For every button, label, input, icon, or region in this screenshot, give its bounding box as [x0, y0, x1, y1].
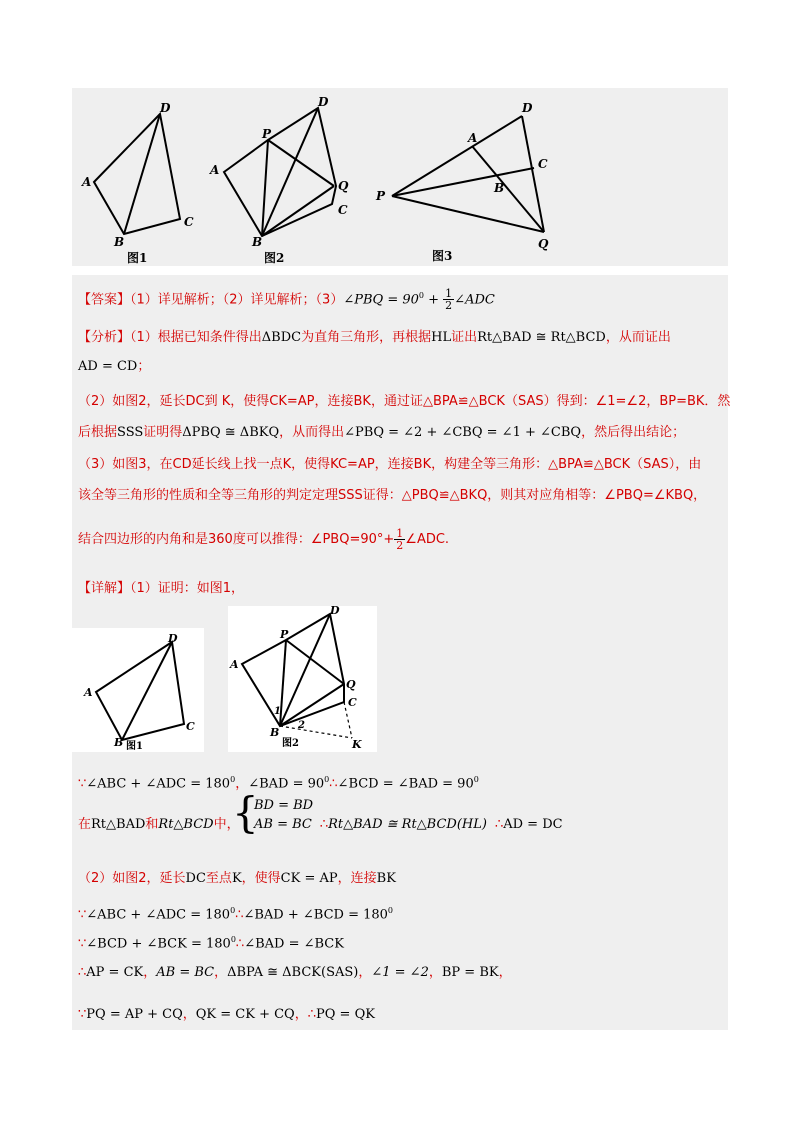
math: ∠1 = ∠2 — [371, 965, 429, 980]
math: ΔBPA ≅ ΔBCK(SAS) — [227, 965, 359, 980]
part2-line-3 — [78, 930, 344, 954]
degree-mark: 0 — [324, 775, 330, 784]
system-brace: { — [232, 788, 259, 837]
figure-caption: 图2 — [264, 251, 285, 264]
label-P: P — [376, 189, 386, 203]
label-A: A — [230, 658, 239, 671]
system-eq-1 — [254, 796, 313, 816]
label-B: B — [114, 235, 125, 249]
figure-3 — [372, 94, 582, 264]
system-eq-2 — [254, 815, 563, 835]
label-Q: Q — [338, 179, 349, 193]
math: ΔBDC — [261, 330, 302, 345]
analysis-line-1 — [78, 328, 671, 348]
text: 至点 — [205, 871, 232, 886]
math: Rt△BCD — [158, 817, 214, 832]
answer-formula-left: ∠PBQ = 90 — [343, 292, 419, 308]
label-K: K — [352, 738, 362, 751]
math: ∠BAD = 90 — [248, 776, 325, 792]
fraction-numerator: 1 — [396, 527, 404, 540]
math: HL — [431, 330, 452, 345]
math: QK = CK + CQ — [195, 1007, 295, 1022]
text: ， — [214, 965, 228, 980]
therefore-symbol: ∴ — [78, 965, 87, 980]
detail-figure-2 — [228, 606, 377, 752]
label-C: C — [186, 720, 195, 733]
label-2: 2 — [298, 720, 305, 731]
answer-text: （1）详见解析；（2）详见解析；（3） — [130, 292, 344, 308]
text: 证出 — [451, 330, 478, 345]
detail-step-1 — [78, 770, 479, 794]
figure-panel-top — [72, 88, 728, 266]
therefore-symbol: ∴ — [319, 817, 329, 832]
detail-tag: 【详解】 — [78, 581, 131, 596]
part2-line-2 — [78, 901, 393, 925]
label-B: B — [252, 235, 263, 249]
therefore-symbol: ∴ — [494, 817, 504, 832]
detail-line-1 — [78, 579, 244, 599]
therefore-symbol: ∴ — [235, 907, 244, 923]
label-D: D — [160, 101, 171, 115]
math: AD = CD — [78, 359, 138, 374]
text: ， — [143, 965, 157, 980]
therefore-symbol: ∴ — [235, 936, 245, 952]
text: ，使得 — [241, 871, 281, 886]
label-A: A — [84, 686, 93, 699]
math: ∠BAD + ∠BCD = 180 — [243, 907, 388, 923]
math: ∠ABC + ∠ADC = 180 — [86, 776, 231, 792]
analysis-line-5: （3）如图3，在CD延长线上找一点K，使得KC=AP，连接BK，构建全等三角形：△BPA≌△BCK（SAS），由 — [78, 457, 702, 472]
degree-mark: 0 — [387, 906, 394, 915]
text: ， — [498, 965, 512, 980]
analysis-line-7 — [78, 528, 449, 551]
math: AB = BC — [254, 817, 312, 832]
math: SSS — [117, 425, 144, 440]
figure-caption: 图1 — [126, 741, 143, 752]
part2-line-4 — [78, 963, 512, 983]
math: BP = BK — [441, 965, 499, 980]
text: 结合四边形的内角和是360度可以推得：∠PBQ=90°+ — [78, 532, 395, 547]
math: PQ = QK — [316, 1007, 375, 1022]
label-A: A — [210, 163, 220, 177]
fraction-half — [394, 528, 405, 551]
text: 中， — [213, 817, 240, 832]
label-D: D — [522, 101, 533, 115]
math: Rt△BAD ≅ Rt△BCD(HL) — [328, 817, 487, 832]
analysis-line-2 — [78, 357, 150, 377]
label-D: D — [318, 95, 329, 109]
text: （1）证明：如图1， — [130, 581, 245, 596]
text: 和 — [145, 817, 159, 832]
text: ； — [137, 359, 151, 374]
figure-caption: 图2 — [282, 738, 299, 749]
therefore-symbol: ∴ — [307, 1007, 317, 1022]
label-C: C — [338, 203, 348, 217]
text: 后根据 — [78, 425, 118, 440]
fraction-half — [443, 288, 454, 311]
degree-mark: 0 — [230, 935, 236, 944]
label-D: D — [330, 606, 340, 617]
text: ，从而证出 — [605, 330, 671, 345]
therefore-symbol: ∴ — [329, 776, 338, 792]
because-symbol: ∵ — [78, 907, 87, 923]
answer-formula-right: ∠ADC — [454, 292, 495, 308]
analysis-tag: 【分析】 — [78, 330, 131, 345]
math: CK = AP — [280, 871, 338, 886]
label-Q: Q — [346, 678, 356, 691]
text: 为直角三角形，再根据 — [301, 330, 432, 345]
answer-line — [78, 286, 495, 311]
fraction-numerator: 1 — [445, 287, 453, 301]
part2-line-1 — [78, 869, 396, 889]
degree-mark: 0 — [473, 775, 479, 784]
text: ，连接 — [337, 871, 377, 886]
because-symbol: ∵ — [78, 936, 87, 952]
figure-caption: 图3 — [432, 249, 453, 263]
text: （1）根据已知条件得出 — [130, 330, 262, 345]
figure-caption: 图1 — [127, 251, 148, 264]
label-A: A — [468, 131, 478, 145]
plus-sign: + — [424, 292, 444, 308]
math: BD = BD — [254, 798, 314, 813]
text: ， — [294, 1007, 308, 1022]
label-D: D — [168, 632, 178, 645]
label-B: B — [494, 181, 505, 195]
text: （2）如图2，延长 — [78, 871, 186, 886]
text: ∠ADC. — [405, 532, 450, 547]
math: ∠ABC + ∠ADC = 180 — [86, 907, 231, 923]
because-symbol: ∵ — [78, 1007, 87, 1022]
label-P: P — [262, 127, 272, 141]
detail-figure-1 — [72, 628, 204, 752]
math: ∠PBQ = ∠2 + ∠CBQ = ∠1 + ∠CBQ — [344, 425, 582, 440]
label-C: C — [538, 157, 548, 171]
detail-step-2 — [78, 815, 240, 835]
text: ， — [358, 965, 372, 980]
label-1: 1 — [274, 706, 281, 717]
math: ∠BCD + ∠BCK = 180 — [86, 936, 231, 952]
answer-tag: 【答案】 — [78, 292, 131, 308]
analysis-line-6: 该全等三角形的性质和全等三角形的判定定理SSS证得：△PBQ≌△BKQ，则其对应角相等：∠PBQ=∠KBQ， — [78, 488, 707, 503]
label-B: B — [114, 736, 124, 749]
analysis-line-4 — [78, 423, 685, 443]
label-C: C — [184, 215, 194, 229]
text: ， — [235, 776, 249, 792]
math: Rt△BAD — [91, 817, 146, 832]
label-Q: Q — [538, 237, 549, 251]
degree-mark: 0 — [230, 906, 236, 915]
math: Rt△BAD ≅ Rt△BCD — [477, 330, 606, 345]
label-A: A — [82, 175, 92, 189]
analysis-line-3: （2）如图2，延长DC到 K，使得CK=AP，连接BK，通过证△BPA≌△BCK（SAS）得到：∠1=∠2，BP=BK．然 — [78, 394, 731, 409]
math: ∠BCD = ∠BAD = 90 — [337, 776, 474, 792]
math: AP = CK — [86, 965, 144, 980]
part2-line-5 — [78, 1005, 375, 1025]
math: BK — [376, 871, 396, 886]
math: ∠BAD = ∠BCK — [244, 936, 344, 952]
label-C: C — [348, 696, 357, 709]
text: ，从而得出 — [279, 425, 345, 440]
because-symbol: ∵ — [78, 776, 87, 792]
label-B: B — [270, 726, 280, 739]
math: ΔPBQ ≅ ΔBKQ — [182, 425, 280, 440]
math: AB = BC — [156, 965, 215, 980]
math: AD = DC — [503, 817, 563, 832]
fraction-denominator: 2 — [445, 299, 453, 313]
text: ， — [182, 1007, 196, 1022]
text: 证明得 — [143, 425, 183, 440]
figure-1 — [72, 94, 222, 264]
figure-2 — [206, 94, 366, 264]
text: 在 — [78, 817, 92, 832]
text: ，然后得出结论； — [581, 425, 686, 440]
math: K — [231, 871, 242, 886]
text: ， — [428, 965, 442, 980]
degree-mark: 0 — [418, 291, 424, 300]
math: PQ = AP + CQ — [86, 1007, 183, 1022]
degree-mark: 0 — [230, 775, 236, 784]
label-P: P — [280, 628, 289, 641]
fraction-denominator: 2 — [396, 539, 404, 552]
math: DC — [185, 871, 206, 886]
